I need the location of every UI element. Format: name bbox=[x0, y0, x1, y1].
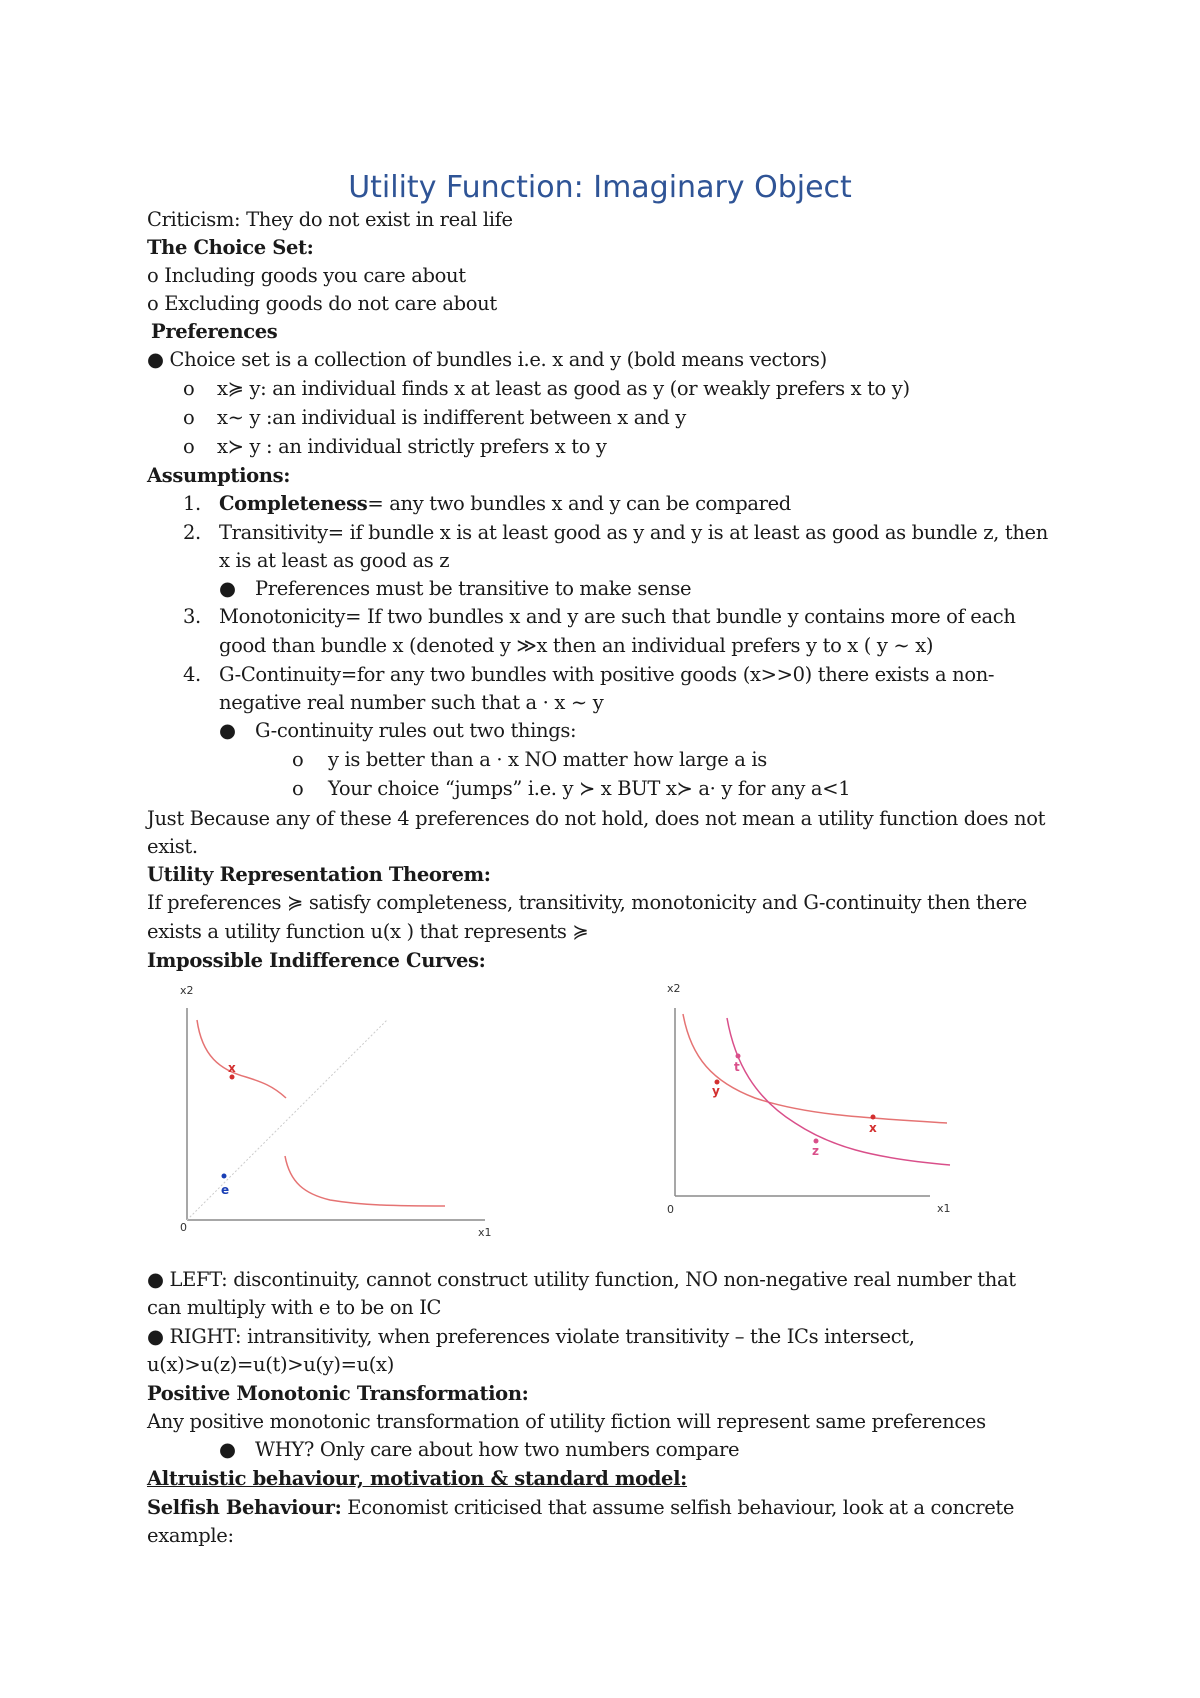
assumption-sub-sub: o y is better than a · x NO matter how large a is bbox=[292, 746, 767, 774]
urt-heading: Utility Representation Theorem: bbox=[147, 863, 491, 886]
point-label-e: e bbox=[221, 1183, 230, 1197]
circle-bullet-icon: o bbox=[183, 406, 195, 429]
point-t bbox=[736, 1054, 741, 1059]
assumption-item: 3. Monotonicity= If two bundles x and y are such that bundle y contains more of each bbox=[183, 605, 1016, 628]
indifference-curve bbox=[683, 1014, 947, 1123]
assumption-continuation: good than bundle x (denoted y ≫x then an individual prefers y to x ( y ∼ x) bbox=[219, 634, 934, 657]
circle-bullet-icon: o bbox=[292, 777, 304, 800]
right-ic-graph bbox=[655, 978, 965, 1218]
bullet-icon: ● bbox=[147, 1268, 164, 1291]
circle-bullet-icon: o bbox=[183, 377, 195, 400]
point-z bbox=[814, 1139, 819, 1144]
pmt-bullet: ● WHY? Only care about how two numbers compare bbox=[219, 1436, 739, 1464]
selfish-line: Selfish Behaviour: Economist criticised that assume selfish behaviour, look at a concrete bbox=[147, 1496, 1015, 1519]
indifference-curve bbox=[285, 1156, 445, 1206]
right-note-line: ● RIGHT: intransitivity, when preferences violate transitivity – the ICs intersect, bbox=[147, 1325, 915, 1348]
diagonal-ray bbox=[187, 1020, 387, 1220]
impossible-ic-heading: Impossible Indifference Curves: bbox=[147, 949, 486, 972]
assumptions-heading: Assumptions: bbox=[147, 464, 291, 487]
circle-bullet-icon: o bbox=[147, 292, 159, 315]
point-label-t: t bbox=[734, 1060, 740, 1074]
urt-line: exists a utility function u(x ) that represents ≽ bbox=[147, 920, 589, 943]
point-x bbox=[871, 1115, 876, 1120]
assumption-item: 2. Transitivity= if bundle x is at least good as y and y is at least as good as bundle z, then bbox=[183, 521, 1048, 544]
left-note-line: ● LEFT: discontinuity, cannot construct utility function, NO non-negative real number that bbox=[147, 1268, 1016, 1291]
x-axis-label: x1 bbox=[937, 1202, 951, 1215]
origin-label: 0 bbox=[667, 1203, 674, 1216]
point-e bbox=[222, 1174, 227, 1179]
preference-relation: o x≽ y: an individual finds x at least as good as y (or weakly prefers x to y) bbox=[183, 375, 910, 403]
criticism-line: Criticism: They do not exist in real life bbox=[147, 208, 513, 231]
choice-set-item: o Including goods you care about bbox=[147, 264, 466, 287]
choice-set-heading: The Choice Set: bbox=[147, 236, 314, 259]
y-axis-label: x2 bbox=[180, 984, 194, 997]
point-label-x: x bbox=[869, 1121, 877, 1135]
urt-line: If preferences ≽ satisfy completeness, transitivity, monotonicity and G-continuity then there bbox=[147, 891, 1027, 914]
preferences-heading: Preferences bbox=[151, 320, 278, 343]
preferences-bullet: ● Choice set is a collection of bundles i.e. x and y (bold means vectors) bbox=[147, 348, 827, 371]
assumption-item: 4. G-Continuity=for any two bundles with positive goods (x>>0) there exists a non- bbox=[183, 663, 995, 686]
pmt-line: Any positive monotonic transformation of utility fiction will represent same preferences bbox=[147, 1410, 986, 1433]
point-label-x: x bbox=[228, 1061, 236, 1075]
just-because-line: Just Because any of these 4 preferences do not hold, does not mean a utility function does not bbox=[147, 807, 1046, 830]
assumption-continuation: x is at least as good as z bbox=[219, 549, 450, 572]
assumption-continuation: negative real number such that a · x ∼ y bbox=[219, 691, 604, 714]
bullet-icon: ● bbox=[147, 1325, 164, 1348]
indifference-curve bbox=[727, 1018, 950, 1165]
left-ic-graph bbox=[140, 978, 530, 1240]
x-axis-label: x1 bbox=[478, 1226, 492, 1239]
preference-relation: o x≻ y : an individual strictly prefers x to y bbox=[183, 433, 607, 461]
point-label-z: z bbox=[812, 1144, 819, 1158]
assumption-sub-sub: o Your choice “jumps” i.e. y ≻ x BUT x≻ a· y for any a<1 bbox=[292, 775, 850, 803]
bullet-icon: ● bbox=[219, 577, 236, 600]
circle-bullet-icon: o bbox=[292, 748, 304, 771]
preference-relation: o x∼ y :an individual is indifferent between x and y bbox=[183, 404, 686, 432]
selfish-continuation: example: bbox=[147, 1524, 234, 1547]
altruistic-heading: Altruistic behaviour, motivation & standard model: bbox=[147, 1467, 688, 1490]
circle-bullet-icon: o bbox=[183, 435, 195, 458]
choice-set-item: o Excluding goods do not care about bbox=[147, 292, 497, 315]
bullet-icon: ● bbox=[219, 1438, 236, 1461]
point-x bbox=[230, 1075, 235, 1080]
origin-label: 0 bbox=[180, 1221, 187, 1234]
just-because-line: exist. bbox=[147, 835, 198, 858]
assumption-item: 1. Completeness= any two bundles x and y can be compared bbox=[183, 492, 791, 515]
indifference-curve bbox=[197, 1020, 286, 1098]
bullet-icon: ● bbox=[147, 348, 164, 371]
point-label-y: y bbox=[712, 1084, 720, 1098]
assumption-sub-bullet: ● G-continuity rules out two things: bbox=[219, 717, 576, 745]
page-title: Utility Function: Imaginary Object bbox=[348, 170, 852, 205]
right-note-line: u(x)>u(z)=u(t)>u(y)=u(x) bbox=[147, 1353, 394, 1376]
pmt-heading: Positive Monotonic Transformation: bbox=[147, 1382, 529, 1405]
assumption-sub-bullet: ● Preferences must be transitive to make sense bbox=[219, 575, 691, 603]
y-axis-label: x2 bbox=[667, 982, 681, 995]
bullet-icon: ● bbox=[219, 719, 236, 742]
left-note-line: can multiply with e to be on IC bbox=[147, 1296, 442, 1319]
circle-bullet-icon: o bbox=[147, 264, 159, 287]
